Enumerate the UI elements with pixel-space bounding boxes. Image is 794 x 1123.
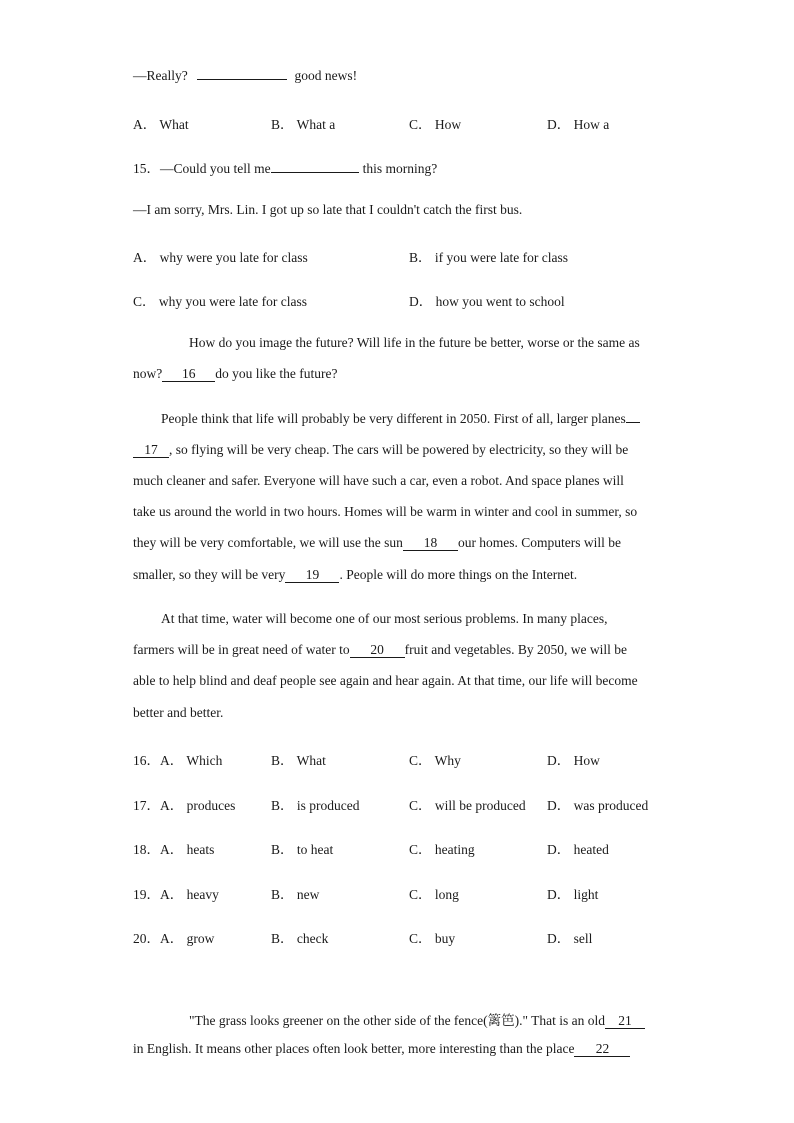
passage-p1-line2: now? 16 do you like the future? bbox=[133, 366, 338, 381]
passage-p2-line6: smaller, so they will be very 19 . People will do more things on the Internet. bbox=[133, 567, 578, 582]
blank-22[interactable]: 22 bbox=[574, 1042, 630, 1057]
passage2-line1: "The grass looks greener on the other side of the fence(篱笆)." That is an old 21 bbox=[189, 1009, 645, 1029]
question-number: 17．A． produces bbox=[133, 798, 236, 813]
q15-option-a[interactable]: A． why were you late for class bbox=[133, 250, 308, 265]
passage-p3-line1: At that time, water will become one of our most serious problems. In many places, bbox=[161, 611, 608, 626]
blank-16[interactable]: 16 bbox=[162, 367, 215, 382]
option-b[interactable]: B． What bbox=[271, 753, 326, 768]
q14-option-c[interactable]: C． How bbox=[409, 117, 462, 132]
blank-20[interactable]: 20 bbox=[350, 643, 405, 658]
option-d[interactable]: D． light bbox=[547, 887, 599, 902]
option-b[interactable]: B． check bbox=[271, 931, 329, 946]
passage-p2-line5: they will be very comfortable, we will use the sun 18 our homes. Computers will be bbox=[133, 535, 622, 550]
option-d[interactable]: D． was produced bbox=[547, 798, 649, 813]
passage-p3-line4: better and better. bbox=[133, 705, 224, 720]
q15-option-c[interactable]: C． why you were late for class bbox=[133, 294, 307, 309]
q15-reply: —I am sorry, Mrs. Lin. I got up so late that I couldn't catch the first bus. bbox=[133, 202, 523, 217]
option-c[interactable]: C． long bbox=[409, 887, 459, 902]
option-c[interactable]: C． heating bbox=[409, 842, 475, 857]
q14-reply-after: good news! bbox=[294, 68, 358, 83]
blank-21[interactable]: 21 bbox=[605, 1014, 645, 1029]
option-b[interactable]: B． to heat bbox=[271, 842, 334, 857]
q15-question bbox=[133, 157, 437, 177]
q15-question-after: this morning? bbox=[362, 161, 438, 176]
question-number: 19．A． heavy bbox=[133, 887, 219, 902]
passage-p2-line3: much cleaner and safer. Everyone will have such a car, even a robot. And space planes will bbox=[133, 473, 624, 488]
q14-option-b[interactable]: B． What a bbox=[271, 117, 336, 132]
q14-option-d[interactable]: D． How a bbox=[547, 117, 610, 132]
question-number: 16．A． Which bbox=[133, 753, 223, 768]
option-c[interactable]: C． Why bbox=[409, 753, 461, 768]
blank-17[interactable]: 17 bbox=[133, 443, 169, 458]
q15-blank[interactable] bbox=[271, 172, 359, 173]
option-b[interactable]: B． is produced bbox=[271, 798, 360, 813]
q14-blank[interactable] bbox=[197, 79, 287, 80]
blank-19[interactable]: 19 bbox=[285, 568, 339, 583]
blank-18[interactable]: 18 bbox=[403, 536, 458, 551]
option-c[interactable]: C． buy bbox=[409, 931, 456, 946]
passage-p3-line2: farmers will be in great need of water to 20 fruit and vegetables. By 2050, we will be bbox=[133, 642, 627, 657]
option-d[interactable]: D． sell bbox=[547, 931, 593, 946]
question-number: 20．A． grow bbox=[133, 931, 215, 946]
passage-p1-line1: How do you image the future? Will life in the future be better, worse or the same as bbox=[189, 335, 640, 350]
option-d[interactable]: D． How bbox=[547, 753, 600, 768]
passage-p2-line2: 17 , so flying will be very cheap. The cars will be powered by electricity, so they will be bbox=[133, 442, 628, 458]
option-b[interactable]: B． new bbox=[271, 887, 320, 902]
option-c[interactable]: C． will be produced bbox=[409, 798, 526, 813]
q15-question-before: —Could you tell me bbox=[160, 161, 271, 176]
q14-reply-line bbox=[133, 68, 357, 84]
passage-p2-line4: take us around the world in two hours. Homes will be warm in winter and cool in summer, so bbox=[133, 504, 638, 519]
q15-option-d[interactable]: D． how you went to school bbox=[409, 294, 565, 309]
q15-option-b[interactable]: B． if you were late for class bbox=[409, 250, 568, 265]
question-number: 18．A． heats bbox=[133, 842, 215, 857]
passage-p2-line1: People think that life will probably be very different in 2050. First of all, larger planes bbox=[161, 411, 640, 427]
passage2-line2: in English. It means other places often look better, more interesting than the place 22 bbox=[133, 1041, 630, 1057]
q14-reply-before: —Really? bbox=[133, 68, 188, 83]
q15-number: 15． bbox=[133, 161, 160, 176]
q14-option-a[interactable]: A． What bbox=[133, 117, 189, 132]
option-d[interactable]: D． heated bbox=[547, 842, 609, 857]
blank-17-lead bbox=[626, 422, 640, 423]
passage-p3-line3: able to help blind and deaf people see again and hear again. At that time, our life will become bbox=[133, 673, 638, 688]
